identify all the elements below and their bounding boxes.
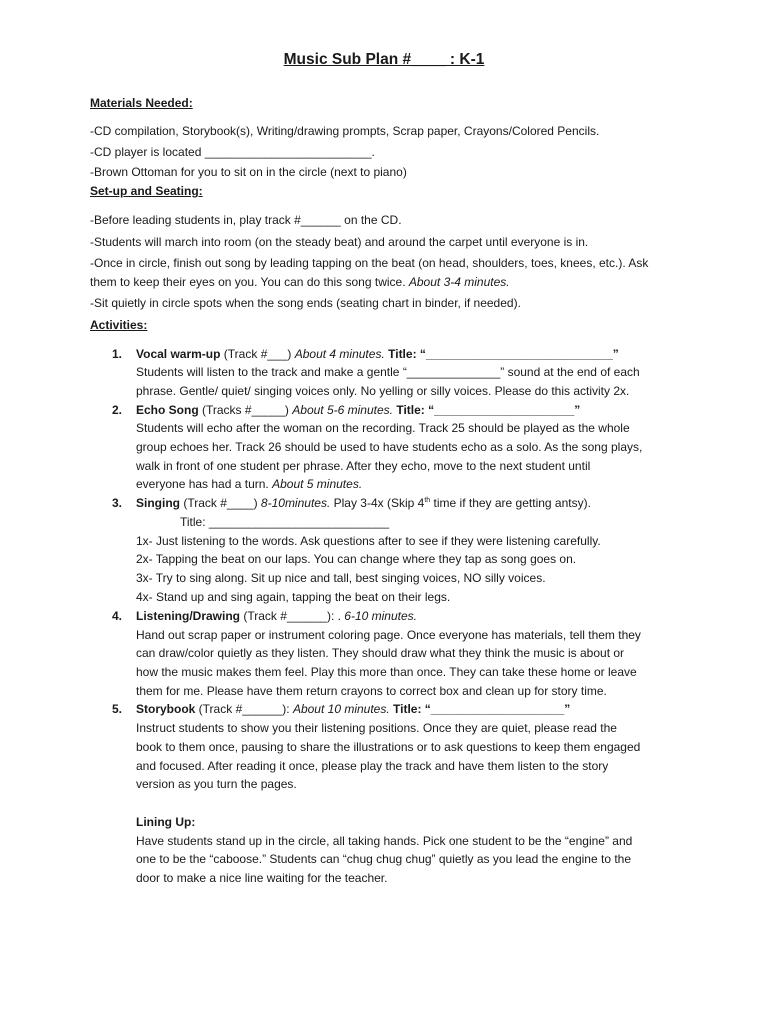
activity-time: About 5 minutes.: [272, 477, 363, 491]
activity-time: About 4 minutes.: [294, 347, 385, 361]
lining-up-text: door to make a nice line waiting for the teacher.: [136, 871, 388, 885]
page-title: Music Sub Plan #____ : K-1: [283, 51, 485, 68]
activity-name: Storybook: [136, 702, 196, 716]
activity-singing: [136, 496, 591, 510]
lining-up-text: one to be the “caboose.” Students can “chug chug chug” quietly as you lead the engine to the: [136, 852, 632, 866]
activity-track: (Tracks #_____): [198, 403, 293, 417]
setup-line: -Students will march into room (on the steady beat) and around the carpet until everyone is in.: [90, 235, 589, 249]
materials-line: -CD compilation, Storybook(s), Writing/drawing prompts, Scrap paper, Crayons/Colored Pencils.: [90, 124, 600, 138]
activity-vocal-warmup: [136, 347, 619, 361]
activity-text: Instruct students to show you their listening positions. Once they are quiet, please read the: [136, 721, 617, 735]
setup-line: -Once in circle, finish out song by leading tapping on the beat (on head, shoulders, toes, knees, etc.). Ask: [90, 256, 649, 270]
activity-time: 8-10minutes.: [260, 496, 331, 510]
activity-text: Students will listen to the track and make a gentle “______________” sound at the end of each: [136, 365, 640, 379]
setup-line: -Sit quietly in circle spots when the song ends (seating chart in binder, if needed).: [90, 296, 521, 310]
lining-up-text: Have students stand up in the circle, all taking hands. Pick one student to be the “engine” and: [136, 834, 633, 848]
activity-title-line: Title: ___________________________: [180, 515, 390, 529]
activities-heading: Activities:: [90, 318, 148, 332]
activity-play-text: time if they are getting antsy).: [430, 496, 591, 510]
activity-listening-drawing: [136, 609, 417, 623]
activity-text: 2x- Tapping the beat on our laps. You can change where they tap as song goes on.: [136, 552, 577, 566]
activity-text: Hand out scrap paper or instrument coloring page. Once everyone has materials, tell them they: [136, 628, 641, 642]
activity-name: Listening/Drawing: [136, 609, 241, 623]
activity-title: Title: “____________________________”: [384, 347, 619, 361]
setup-line: -Before leading students in, play track #______ on the CD.: [90, 213, 402, 227]
activity-storybook: [136, 702, 570, 716]
setup-heading: Set-up and Seating:: [90, 184, 203, 198]
activity-title: Title: “____________________”: [389, 702, 571, 716]
activity-title: Title: “_____________________”: [393, 403, 581, 417]
activity-time: 6-10 minutes.: [344, 609, 417, 623]
item-number: 4.: [112, 609, 123, 623]
activity-text: 4x- Stand up and sing again, tapping the beat on their legs.: [136, 590, 451, 604]
activity-text: them for me. Please have them return crayons to correct box and clean up for story time.: [136, 684, 607, 698]
setup-time: About 3-4 minutes.: [408, 275, 510, 289]
activity-text: group echoes her. Track 26 should be used to have students echo as a solo. As the song plays,: [136, 440, 643, 454]
activity-text: 1x- Just listening to the words. Ask questions after to see if they were listening carefully.: [136, 534, 601, 548]
activity-text-part: everyone has had a turn.: [136, 477, 273, 491]
materials-heading: Materials Needed:: [90, 96, 193, 110]
activity-time: About 5-6 minutes.: [292, 403, 393, 417]
lining-up-heading: Lining Up:: [136, 815, 196, 829]
setup-line: [90, 275, 510, 289]
item-number: 1.: [112, 347, 123, 361]
activity-text: and focused. After reading it once, please play the track and have them listen to the story: [136, 759, 609, 773]
ordinal-suffix: th: [424, 497, 431, 504]
activity-track: (Track #______):: [195, 702, 293, 716]
activity-text: can draw/color quietly as they listen. They should draw what they think the music is about or: [136, 646, 625, 660]
activity-time: About 10 minutes.: [292, 702, 390, 716]
item-number: 5.: [112, 702, 123, 716]
activity-name: Singing: [136, 496, 180, 510]
activity-name: Echo Song: [136, 403, 199, 417]
materials-line: -Brown Ottoman for you to sit on in the circle (next to piano): [90, 165, 407, 179]
activity-track: (Track #____): [180, 496, 261, 510]
item-number: 2.: [112, 403, 123, 417]
activity-text: 3x- Try to sing along. Sit up nice and tall, best singing voices, NO silly voices.: [136, 571, 546, 585]
activity-track: (Track #___): [220, 347, 295, 361]
item-number: 3.: [112, 496, 123, 510]
activity-name: Vocal warm-up: [136, 347, 221, 361]
activity-text: version as you turn the pages.: [136, 777, 297, 791]
activity-text: book to them once, pausing to share the illustrations or to ask questions to keep them engaged: [136, 740, 641, 754]
activity-text: how the music makes them feel. Play this more than once. They can take these home or leave: [136, 665, 637, 679]
activity-track: (Track #______): .: [240, 609, 345, 623]
activity-text: [136, 477, 362, 491]
activity-echo-song: [136, 403, 580, 417]
materials-line: -CD player is located _________________________.: [90, 145, 375, 159]
activity-text: phrase. Gentle/ quiet/ singing voices only. No yelling or silly voices. Please do this activity 2x.: [136, 384, 630, 398]
activity-text: Students will echo after the woman on the recording. Track 25 should be played as the whole: [136, 421, 630, 435]
activity-play-text: Play 3-4x (Skip 4: [330, 496, 425, 510]
setup-text: them to keep their eyes on you. You can do this song twice.: [90, 275, 409, 289]
activity-text: walk in front of one student per phrase. After they echo, move to the next student until: [136, 459, 591, 473]
